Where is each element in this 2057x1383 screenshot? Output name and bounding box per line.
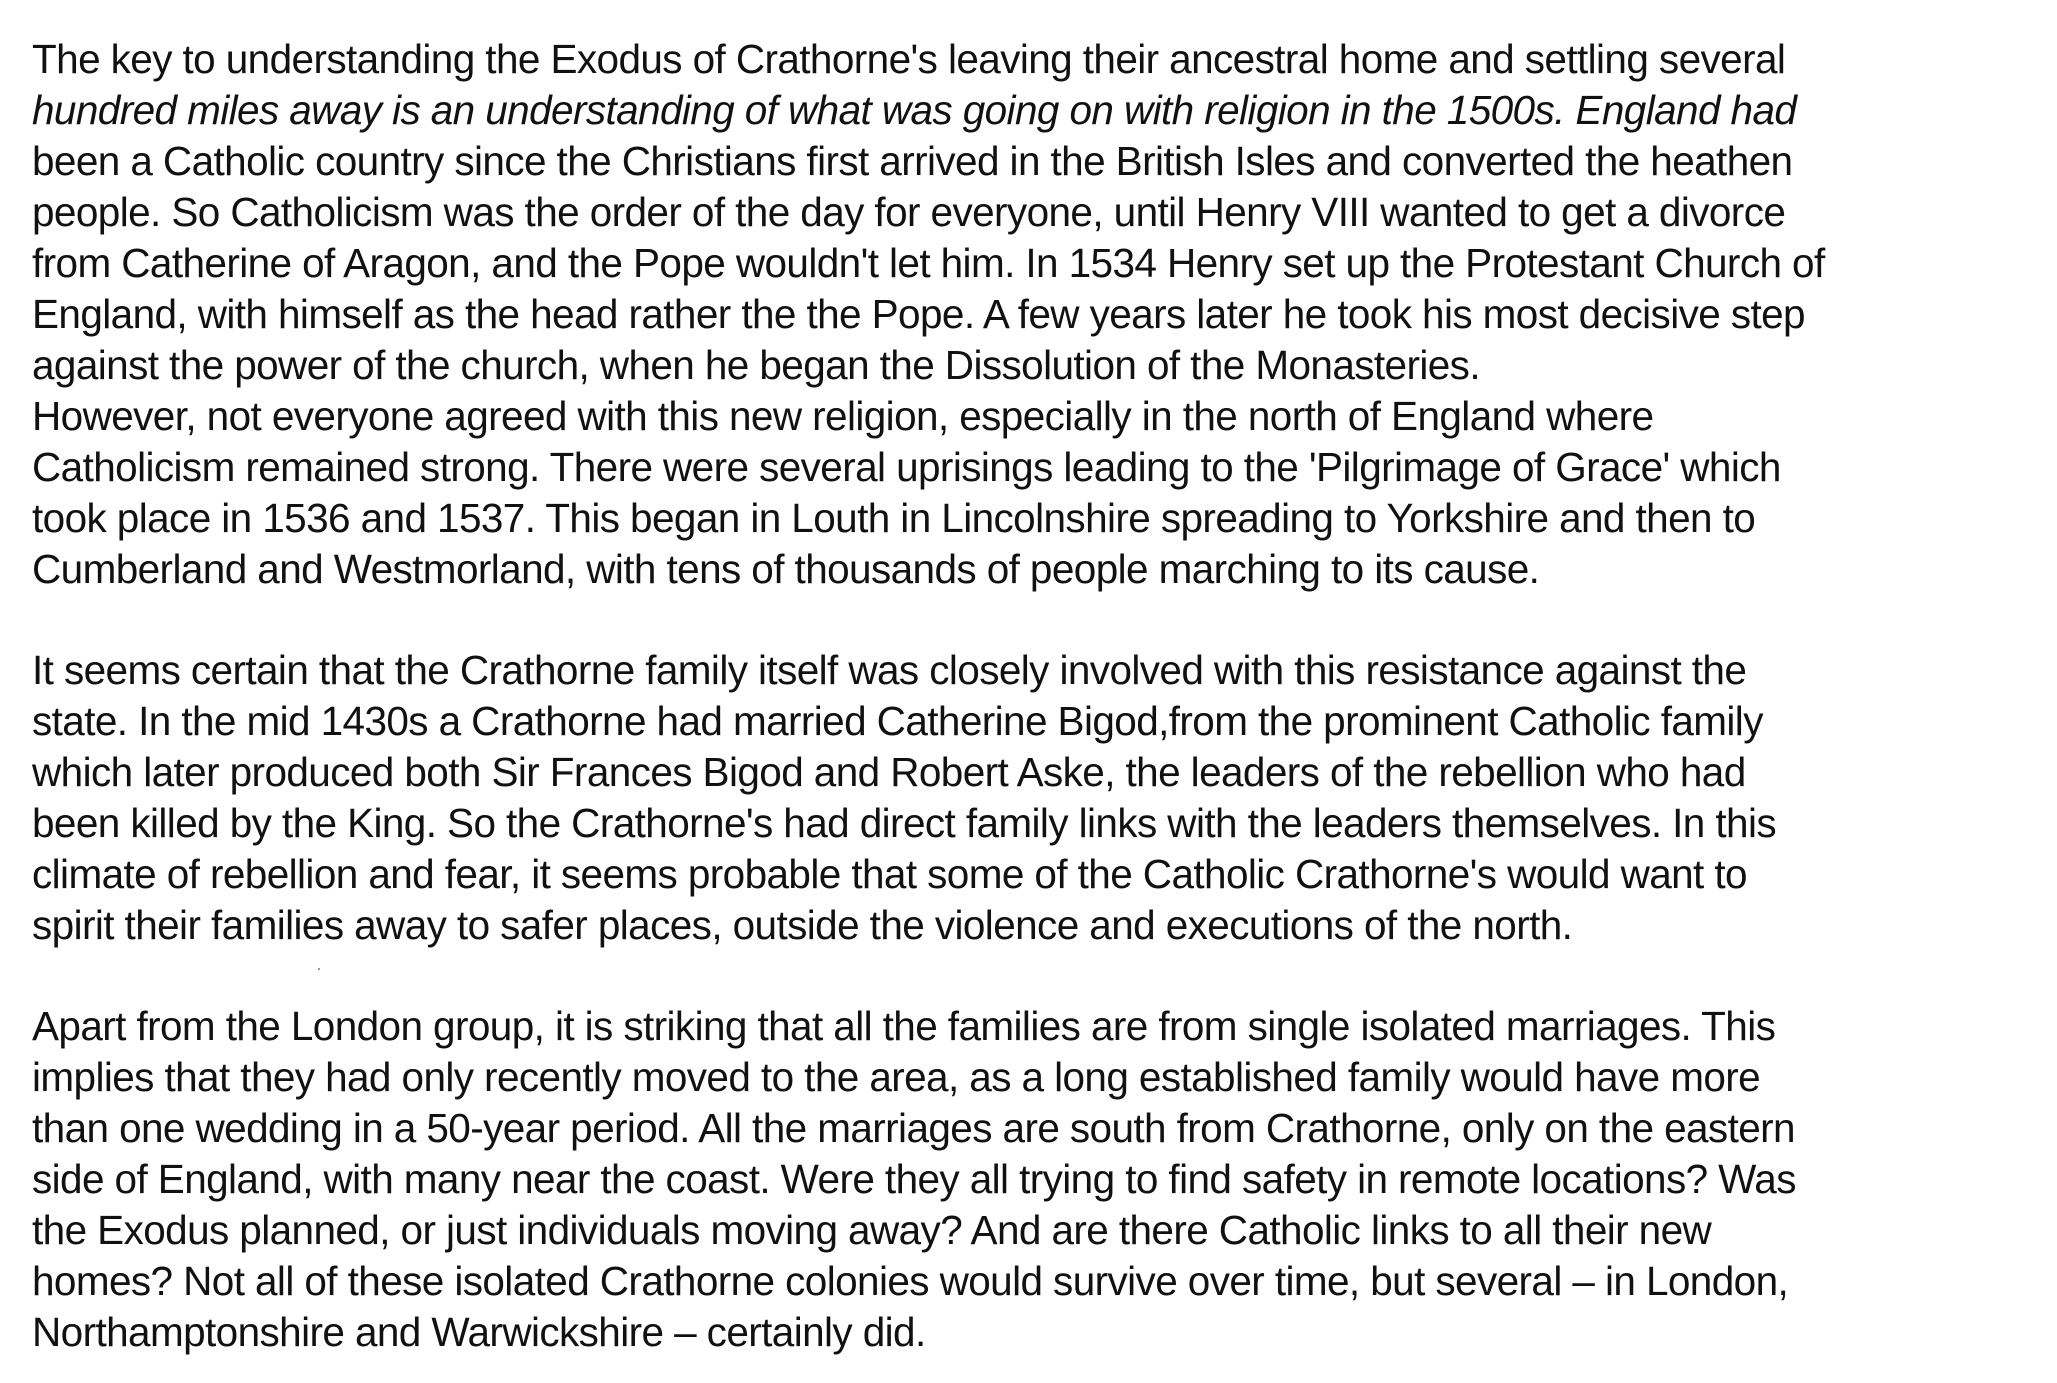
text-line: been killed by the King. So the Crathorne's had direct family links with the leaders themselves. In this [32,800,1777,846]
text-line: than one wedding in a 50-year period. All the marriages are south from Crathorne, only on the eastern [32,1105,1795,1151]
text-line: The key to understanding the Exodus of Crathorne's leaving their ancestral home and settling several [32,36,1786,82]
paragraph-gap [32,595,2042,645]
text-line: people. So Catholicism was the order of the day for everyone, until Henry VIII wanted to get a divorce [32,189,1786,235]
text-line: Apart from the London group, it is striking that all the families are from single isolated marriages. This [32,1003,1776,1049]
document-page [32,34,2042,1358]
text-line: from Catherine of Aragon, and the Pope wouldn't let him. In 1534 Henry set up the Protestant Church of [32,240,1825,286]
text-line: climate of rebellion and fear, it seems probable that some of the Catholic Crathorne's would want to [32,851,1747,897]
text-line: implies that they had only recently moved to the area, as a long established family would have more [32,1054,1761,1100]
text-line: took place in 1536 and 1537. This began in Louth in Lincolnshire spreading to Yorkshire and then to [32,495,1756,541]
scan-speck [318,968,320,970]
text-line: the Exodus planned, or just individuals moving away? And are there Catholic links to all their new [32,1207,1712,1253]
paragraph-religion-background [32,34,2042,595]
text-line: Northamptonshire and Warwickshire – certainly did. [32,1309,926,1355]
paragraph-isolated-marriages [32,1001,2042,1358]
text-line: England, with himself as the head rather the the Pope. A few years later he took his most decisive step [32,291,1805,337]
text-line: hundred miles away is an understanding of what was going on with religion in the 1500s. England had [32,87,1797,133]
text-line: against the power of the church, when he began the Dissolution of the Monasteries. [32,342,1480,388]
paragraph-crathorne-involvement [32,645,2042,951]
text-line: homes? Not all of these isolated Crathorne colonies would survive over time, but several – in London, [32,1258,1789,1304]
text-line: It seems certain that the Crathorne family itself was closely involved with this resistance against the [32,647,1747,693]
text-line: Cumberland and Westmorland, with tens of thousands of people marching to its cause. [32,546,1540,592]
text-line: However, not everyone agreed with this new religion, especially in the north of England where [32,393,1654,439]
paragraph-gap [32,951,2042,1001]
text-line: state. In the mid 1430s a Crathorne had married Catherine Bigod,from the prominent Catholic family [32,698,1763,744]
text-line: which later produced both Sir Frances Bigod and Robert Aske, the leaders of the rebellion who had [32,749,1746,795]
text-line: been a Catholic country since the Christians first arrived in the British Isles and converted the heathen [32,138,1793,184]
text-line: spirit their families away to safer places, outside the violence and executions of the north. [32,902,1573,948]
text-line: side of England, with many near the coast. Were they all trying to find safety in remote locations? Was [32,1156,1796,1202]
text-line: Catholicism remained strong. There were several uprisings leading to the 'Pilgrimage of Grace' which [32,444,1781,490]
